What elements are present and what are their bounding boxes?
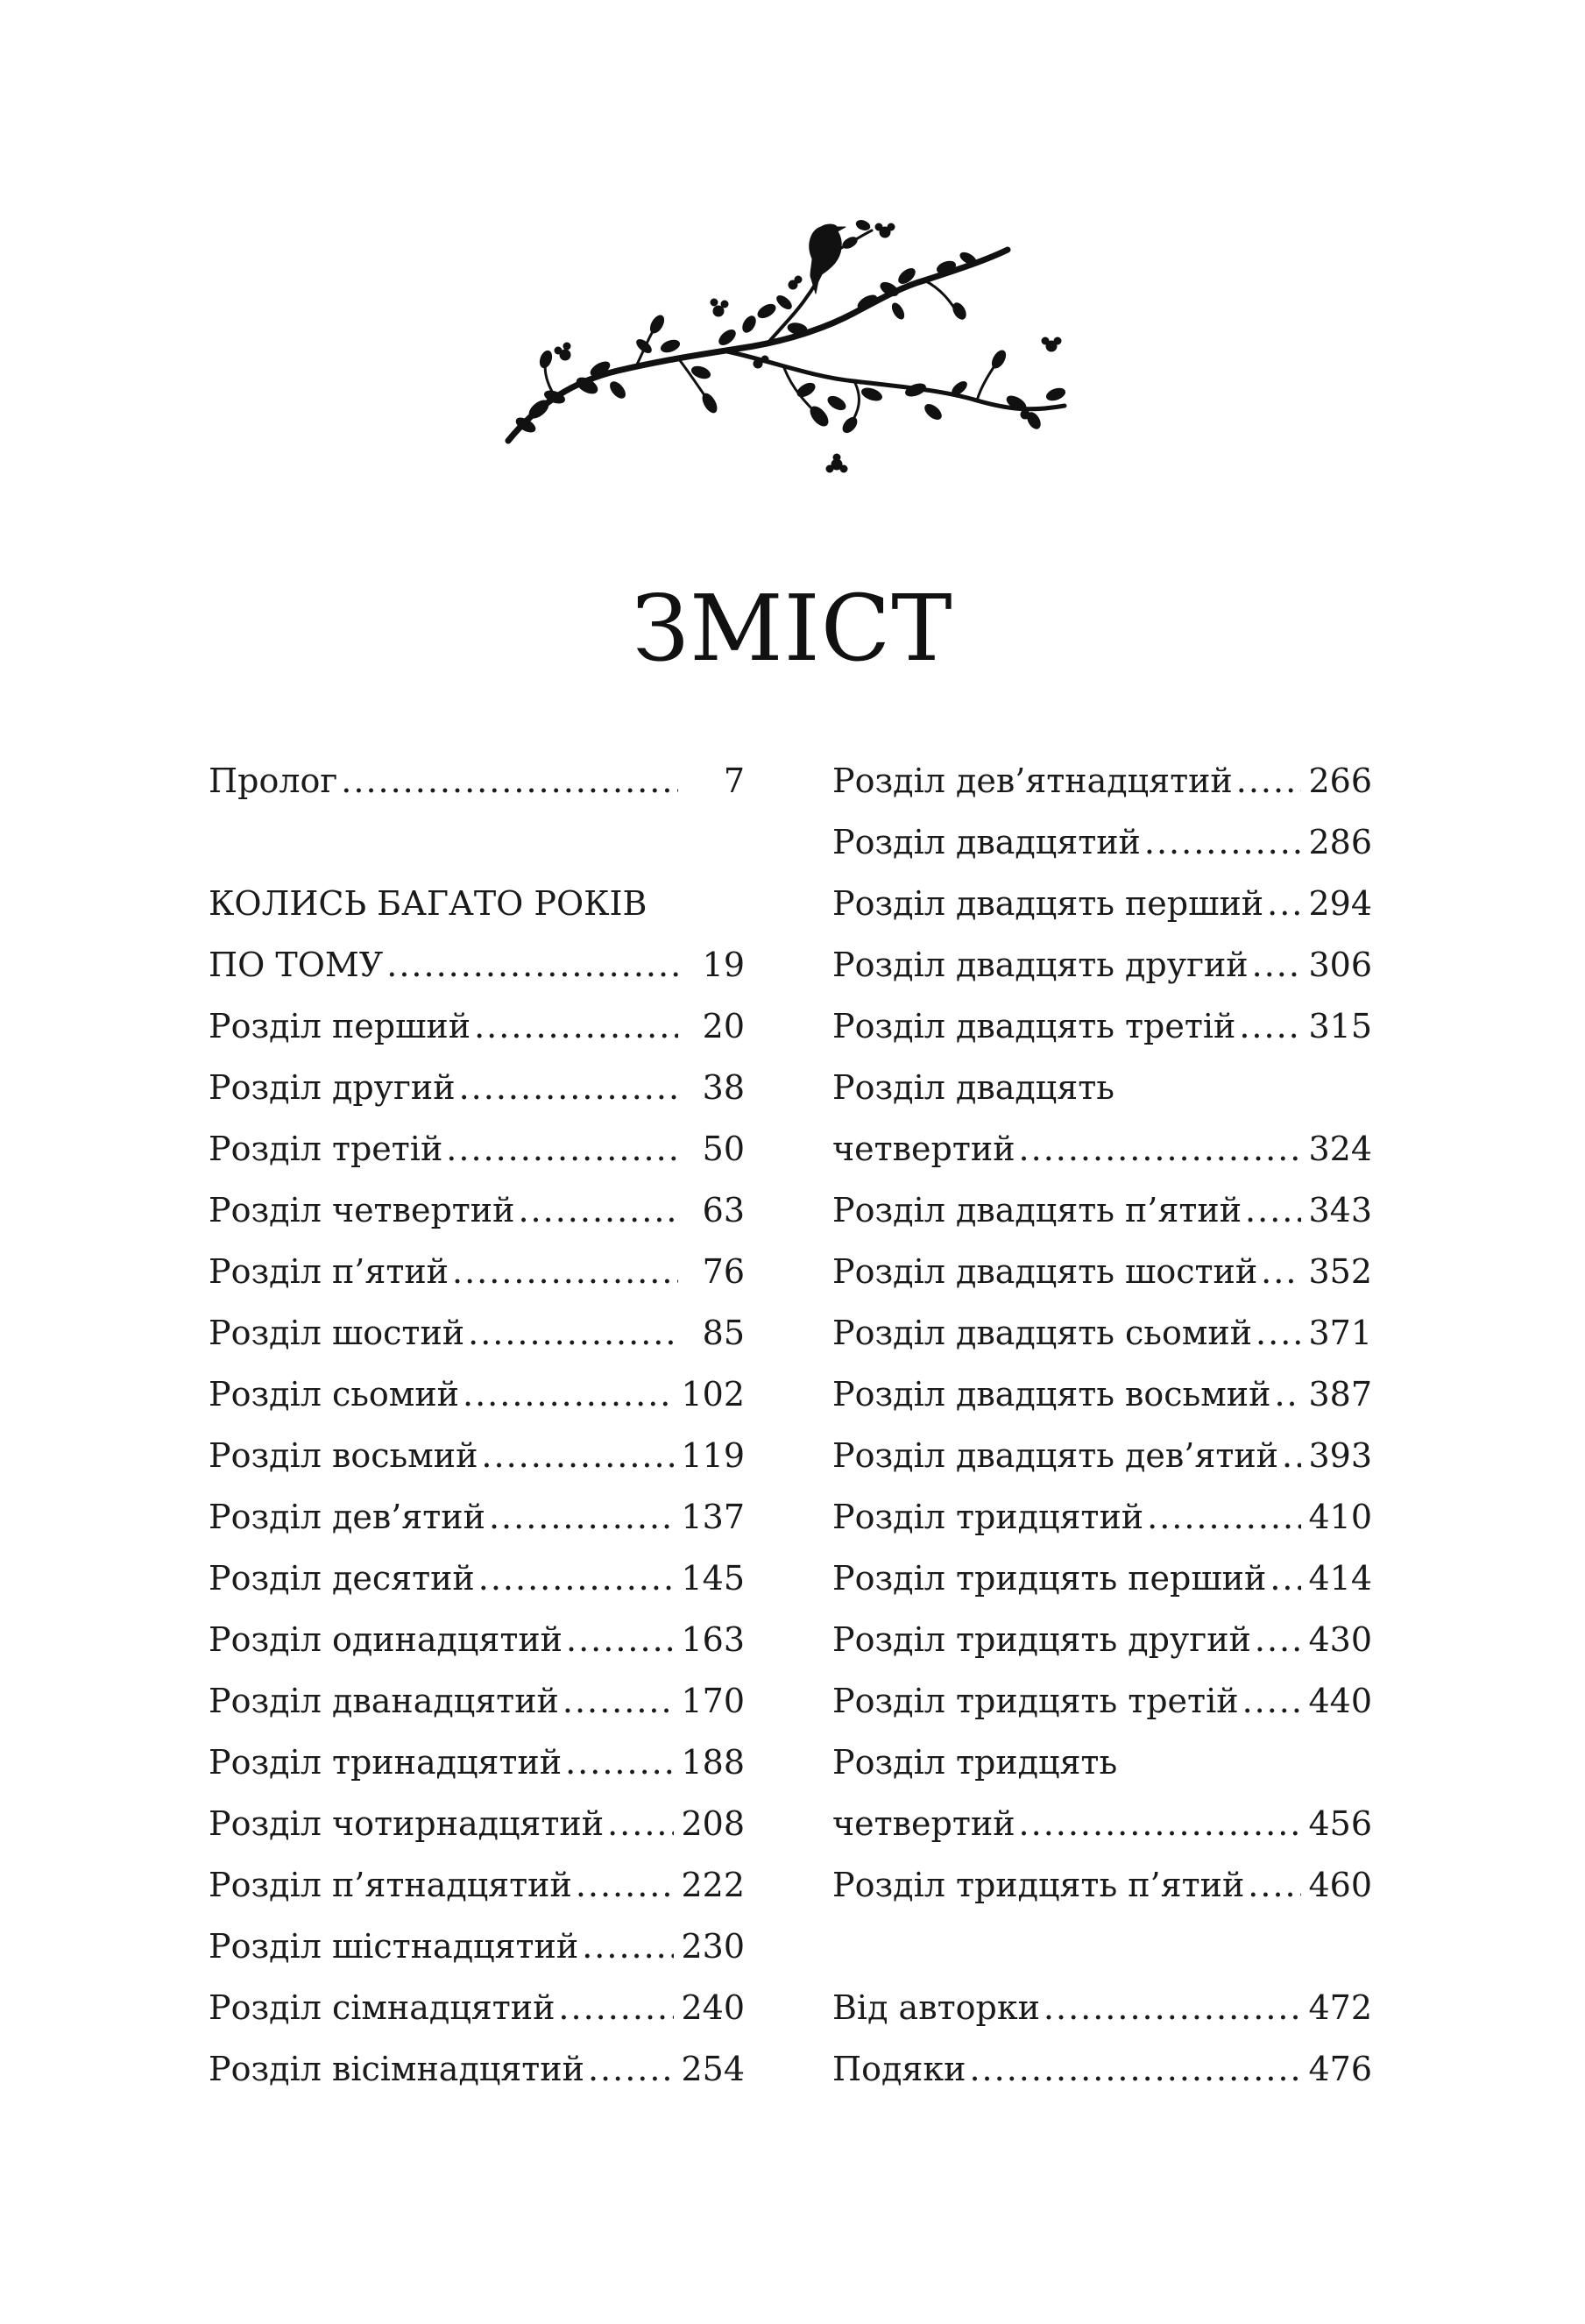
toc-entry-label: Розділ шостий: [209, 1314, 465, 1352]
toc-entry-label: Розділ сьомий: [209, 1375, 460, 1414]
toc-entry[interactable]: [209, 1420, 745, 1475]
toc-leader-dots: [452, 1255, 678, 1288]
toc-entry-page: 102: [681, 1375, 745, 1414]
toc-leader-dots: [1236, 764, 1302, 797]
toc-entry[interactable]: [832, 1542, 1372, 1598]
toc-entry[interactable]: [209, 1174, 745, 1227]
toc-entry-label: Розділ десятий: [209, 1559, 475, 1598]
toc-leader-dots: [576, 1868, 675, 1902]
toc-leader-dots: [1239, 1010, 1301, 1043]
toc-leader-dots: [566, 1623, 674, 1656]
toc-entry-page: 306: [1308, 946, 1372, 984]
toc-entry[interactable]: [209, 1604, 745, 1659]
toc-entry-label: Розділ дев’ятнадцятий: [832, 762, 1233, 800]
toc-entry-label: Розділ тридцять: [832, 1743, 1118, 1782]
toc-entry-page: 170: [681, 1682, 745, 1720]
toc-entry-label: Розділ тридцять перший: [832, 1559, 1267, 1598]
toc-entry[interactable]: [209, 1726, 745, 1782]
toc-entry[interactable]: [209, 1542, 745, 1598]
toc-leader-dots: [588, 2052, 675, 2086]
toc-entry-label: Розділ двадцять: [832, 1068, 1114, 1107]
toc-entry-label: Розділ двадцять п’ятий: [832, 1191, 1242, 1229]
toc-entry[interactable]: [832, 1236, 1372, 1291]
toc-entry[interactable]: [832, 1174, 1372, 1227]
toc-leader-dots: [463, 1378, 674, 1411]
toc-entry[interactable]: [209, 1052, 745, 1107]
toc-leader-dots: [969, 2052, 1301, 2086]
toc-entry-page: 343: [1308, 1191, 1372, 1229]
toc-leader-dots: [459, 1071, 678, 1104]
toc-entry-label: Розділ дев’ятий: [209, 1498, 485, 1536]
toc-entry-page: 286: [1308, 823, 1372, 861]
toc-entry[interactable]: [209, 1481, 745, 1534]
toc-entry-label: Розділ двадцять сьомий: [832, 1314, 1253, 1352]
toc-entry-label: Пролог: [209, 762, 338, 800]
toc-entry[interactable]: [209, 1358, 745, 1414]
toc-entry[interactable]: [832, 1604, 1372, 1659]
toc-entry-page: 440: [1308, 1682, 1372, 1720]
page-title: ЗМІСТ: [632, 574, 953, 682]
toc-entry-page: 410: [1308, 1498, 1372, 1536]
toc-entry-label: Від авторки: [832, 1988, 1040, 2027]
toc-entry-page: 38: [702, 1068, 745, 1107]
toc-entry-label: Розділ двадцять шостий: [832, 1252, 1258, 1291]
toc-entry[interactable]: [832, 1849, 1372, 1902]
toc-entry-label: Розділ двадцятий: [832, 823, 1141, 861]
toc-entry-page: 63: [702, 1191, 745, 1229]
toc-entry-page: 222: [681, 1866, 745, 1904]
toc-entry[interactable]: [209, 1910, 745, 1966]
toc-entry-page: 476: [1308, 2050, 1372, 2088]
toc-entry-page: 352: [1308, 1252, 1372, 1291]
toc-leader-dots: [565, 1746, 674, 1779]
toc-entry-page: 230: [681, 1927, 745, 1966]
toc-entry-label: Розділ сімнадцятий: [209, 1988, 555, 2027]
toc-entry[interactable]: [832, 745, 1372, 800]
toc-entry-page: 76: [702, 1252, 745, 1291]
toc-entry-page: 137: [681, 1498, 745, 1536]
toc-entry-label: Розділ третій: [209, 1130, 443, 1168]
toc-entry-page: 50: [702, 1130, 745, 1168]
toc-entry-label: Розділ одинадцятий: [209, 1620, 563, 1659]
toc-leader-dots: [1255, 1623, 1302, 1656]
toc-entry-page: 460: [1308, 1866, 1372, 1904]
toc-leader-dots: [474, 1010, 678, 1043]
toc-entry-page: 188: [681, 1743, 745, 1782]
toc-leader-dots: [341, 764, 678, 797]
toc-leader-dots: [1019, 1132, 1302, 1166]
toc-entry-label: Розділ п’ятий: [209, 1252, 449, 1291]
toc-entry[interactable]: [832, 2033, 1372, 2086]
toc-entry[interactable]: [209, 745, 745, 800]
toc-entry[interactable]: [209, 2033, 745, 2086]
toc-leader-dots: [558, 1991, 674, 2024]
toc-entry[interactable]: [209, 929, 745, 984]
toc-entry[interactable]: [209, 1297, 745, 1350]
toc-entry[interactable]: [832, 1665, 1372, 1718]
toc-entry[interactable]: [209, 1665, 745, 1718]
toc-entry-page: 472: [1308, 1988, 1372, 2027]
toc-leader-dots: [489, 1500, 675, 1534]
toc-leader-dots: [518, 1194, 678, 1227]
toc-entry-page: 371: [1308, 1314, 1372, 1352]
bird-on-branch-icon: [504, 215, 1082, 486]
toc-entry-label: Розділ четвертий: [209, 1191, 515, 1229]
toc-entry-page: 208: [681, 1804, 745, 1843]
toc-entry-label: Розділ двадцять перший: [832, 884, 1264, 923]
toc-entry-label: четвертий: [832, 1804, 1015, 1843]
toc-entry[interactable]: [832, 1972, 1372, 2027]
toc-entry[interactable]: [832, 929, 1372, 984]
toc-entry-page: 294: [1308, 884, 1372, 923]
toc-leader-dots: [582, 1930, 674, 1963]
toc-entry-page: 119: [681, 1436, 745, 1475]
toc-leader-dots: [1019, 1807, 1302, 1840]
toc-entry-page: 414: [1308, 1559, 1372, 1598]
toc-leader-dots: [1267, 887, 1301, 920]
toc-leader-dots: [1242, 1684, 1302, 1718]
toc-leader-dots: [1256, 1316, 1301, 1350]
toc-entry[interactable]: [209, 1236, 745, 1291]
toc-entry-label: Розділ тринадцятий: [209, 1743, 563, 1782]
toc-entry-page: 266: [1308, 762, 1372, 800]
toc-leader-dots: [1245, 1194, 1301, 1227]
toc-leader-dots: [1147, 1500, 1301, 1534]
toc-entry-label: Розділ чотирнадцятий: [209, 1804, 605, 1843]
toc-entry-label: Розділ шістнадцятий: [209, 1927, 579, 1966]
toc-entry-label: Розділ перший: [209, 1007, 471, 1045]
toc-entry[interactable]: [832, 1052, 1372, 1107]
toc-entry-label: Подяки: [832, 2050, 966, 2088]
toc-entry-page: 393: [1308, 1436, 1372, 1475]
toc-entry[interactable]: [832, 1113, 1372, 1166]
toc-entry-page: 19: [702, 946, 745, 984]
toc-entry-label: четвертий: [832, 1130, 1015, 1168]
toc-leader-dots: [1282, 1439, 1301, 1472]
toc-entry-label: Розділ восьмий: [209, 1436, 478, 1475]
toc-entry-label: Розділ дванадцятий: [209, 1682, 559, 1720]
toc-entry[interactable]: [209, 1849, 745, 1902]
toc-entry-page: 324: [1308, 1130, 1372, 1168]
toc-entry[interactable]: [209, 1113, 745, 1166]
toc-entry[interactable]: [832, 1481, 1372, 1534]
toc-entry-label: Розділ вісімнадцятий: [209, 2050, 584, 2088]
toc-entry-page: 85: [702, 1314, 745, 1352]
toc-entry-page: 254: [681, 2050, 745, 2088]
toc-leader-dots: [468, 1316, 678, 1350]
toc-leader-dots: [478, 1562, 675, 1595]
toc-leader-dots: [1044, 1991, 1302, 2024]
toc-entry-label: Розділ двадцять дев’ятий: [832, 1436, 1278, 1475]
toc-entry-label: КОЛИСЬ БАГАТО РОКІВ: [209, 884, 647, 923]
toc-leader-dots: [607, 1807, 674, 1840]
toc-entry-label: Розділ тридцять другий: [832, 1620, 1251, 1659]
toc-entry-label: Розділ двадцять третій: [832, 1007, 1236, 1045]
toc-entry-page: 20: [702, 1007, 745, 1045]
toc-entry[interactable]: [209, 1788, 745, 1843]
toc-leader-dots: [1261, 1255, 1301, 1288]
toc-entry-label: Розділ двадцять восьмий: [832, 1375, 1271, 1414]
toc-entry-page: 456: [1308, 1804, 1372, 1843]
toc-entry-page: 145: [681, 1559, 745, 1598]
toc-entry-page: 7: [723, 762, 745, 800]
toc-leader-dots: [1270, 1562, 1301, 1595]
toc-entry-label: Розділ тридцять п’ятий: [832, 1866, 1245, 1904]
toc-entry[interactable]: [209, 990, 745, 1043]
toc-entry-page: 315: [1308, 1007, 1372, 1045]
toc-entry-label: ПО ТОМУ: [209, 946, 384, 984]
toc-entry-label: Розділ тридцять третій: [832, 1682, 1239, 1720]
toc-entry[interactable]: [832, 1788, 1372, 1843]
toc-entry[interactable]: [832, 1297, 1372, 1350]
toc-entry-label: Розділ двадцять другий: [832, 946, 1249, 984]
toc-entry-page: 240: [681, 1988, 745, 2027]
toc-leader-dots: [481, 1439, 674, 1472]
toc-entry-page: 387: [1308, 1375, 1372, 1414]
toc-entry-label: Розділ другий: [209, 1068, 456, 1107]
toc-entry-label: Розділ п’ятнадцятий: [209, 1866, 572, 1904]
toc-entry[interactable]: [832, 868, 1372, 923]
toc-entry-page: 430: [1308, 1620, 1372, 1659]
toc-entry[interactable]: [209, 868, 745, 923]
toc-leader-dots: [386, 948, 678, 981]
toc-entry[interactable]: [832, 806, 1372, 859]
toc-leader-dots: [446, 1132, 678, 1166]
toc-entry[interactable]: [209, 1972, 745, 2027]
toc-entry[interactable]: [832, 1420, 1372, 1475]
toc-leader-dots: [1252, 948, 1302, 981]
toc-leader-dots: [1144, 825, 1302, 859]
toc-leader-dots: [1274, 1378, 1301, 1411]
toc-entry[interactable]: [832, 990, 1372, 1043]
toc-entry[interactable]: [832, 1726, 1372, 1782]
toc-entry-page: 163: [681, 1620, 745, 1659]
toc-entry-label: Розділ тридцятий: [832, 1498, 1144, 1536]
toc-leader-dots: [563, 1684, 675, 1718]
toc-leader-dots: [1248, 1868, 1301, 1902]
toc-entry[interactable]: [832, 1358, 1372, 1414]
